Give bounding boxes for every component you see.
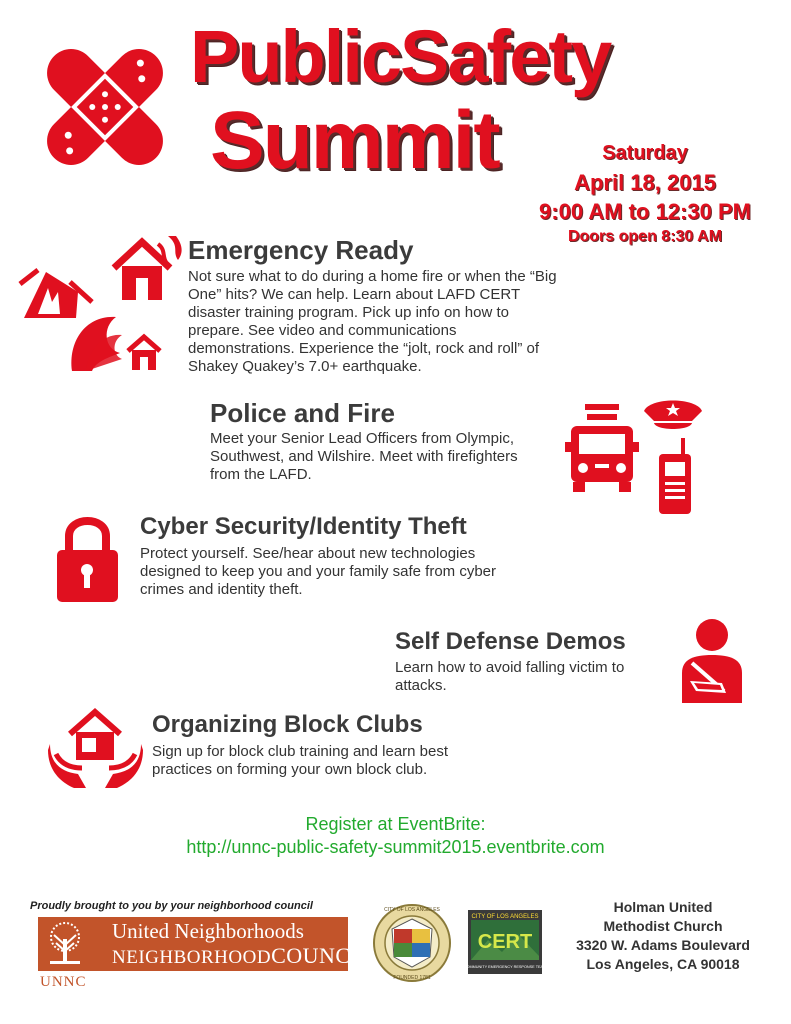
event-date: April 18, 2015: [574, 170, 716, 195]
unnc-abbreviation: UNNC: [40, 974, 87, 990]
cert-sub: COMMUNITY EMERGENCY RESPONSE TEAM: [463, 965, 547, 969]
doors-open: Doors open 8:30 AM: [567, 228, 723, 245]
house-hands-icon: [48, 704, 143, 789]
seal-founded: FOUNDED 1781: [393, 975, 431, 981]
tree-icon: [42, 921, 88, 967]
venue-line: 3320 W. Adams Boulevard: [576, 937, 750, 953]
injured-person-icon: [672, 617, 752, 705]
section-title-emergency: Emergency Ready: [188, 235, 414, 265]
section-body-cyber: Protect yourself. See/hear about new technologies designed to keep you and your family safe from cyber crimes and identity theft.: [140, 545, 497, 598]
section-title-police: Police and Fire: [210, 398, 395, 428]
flood-house-icon: [66, 305, 166, 375]
padlock-icon: [55, 512, 120, 604]
venue-line: Los Angeles, CA 90018: [586, 956, 740, 972]
section-title-block: Organizing Block Clubs: [152, 711, 423, 738]
cert-logo: [463, 910, 547, 974]
unnc-line1: United Neighborhoods: [112, 919, 304, 943]
register-link[interactable]: http://unnc-public-safety-summit2015.eventbrite.com: [186, 837, 605, 857]
section-body-police: Meet your Senior Lead Officers from Olympic, Southwest, and Wilshire. Meet with firefighters from the LAFD.: [210, 430, 518, 483]
house-fire-icon: [110, 232, 188, 304]
register-heading: Register at EventBrite:: [305, 814, 486, 834]
section-body-emergency: Not sure what to do during a home fire or when the “Big One” hits? We can help. Learn about LAFD CERT disaster training program. Pick up info on how to prepare. See video and communications demonstrations. Experience the “jolt, rock and roll” of Shakey Quakey’s 7.0+ earthquake.: [188, 268, 557, 375]
bandage-icon: [20, 32, 190, 182]
title-line-2: Summit: [210, 95, 499, 186]
unnc-line2a: NEIGHBORHOOD: [112, 947, 272, 968]
unnc-line2b: COUNCIL: [271, 943, 373, 968]
cert-top: CITY OF LOS ANGELES: [471, 914, 539, 920]
unnc-line2: [112, 943, 372, 969]
unnc-logo: [38, 917, 373, 971]
fire-truck-icon: [565, 402, 640, 494]
section-body-defense: Learn how to avoid falling victim to attacks.: [395, 659, 625, 694]
section-title-cyber: Cyber Security/Identity Theft: [140, 513, 467, 540]
event-time: 9:00 AM to 12:30 PM: [539, 199, 751, 224]
venue-line: Holman United: [613, 899, 713, 915]
city-seal-icon: [372, 903, 452, 983]
event-day: Saturday: [602, 142, 688, 164]
seal-text: CITY OF LOS ANGELES: [384, 907, 440, 913]
police-hat-icon: [640, 395, 706, 435]
footer-tagline: Proudly brought to you by your neighborhood council: [30, 900, 313, 912]
section-body-block: Sign up for block club training and learn best practices on forming your own block club.: [152, 743, 449, 778]
section-title-defense: Self Defense Demos: [395, 628, 626, 655]
radio-icon: [655, 438, 695, 516]
title-line-1: PublicSafety: [190, 15, 611, 98]
venue-line: Methodist Church: [603, 918, 723, 934]
venue-address: [553, 898, 773, 974]
cert-main: CERT: [477, 931, 533, 953]
